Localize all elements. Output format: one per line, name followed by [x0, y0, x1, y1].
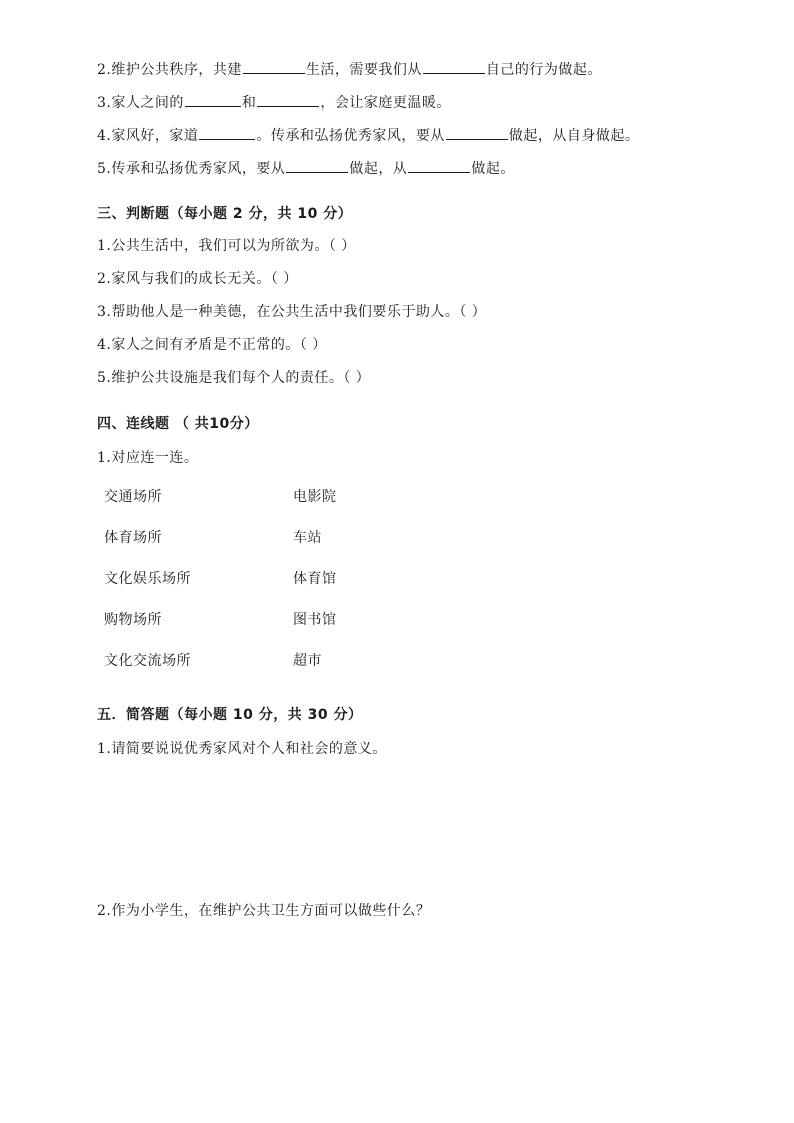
question-text: 。传承和弘扬优秀家风，要从 [256, 128, 445, 144]
question-text: 做起。 [471, 161, 515, 177]
section-heading-short-answer: 五．简答题（每小题 10 分，共 30 分） [97, 707, 363, 723]
matching-right-item[interactable]: 图书馆 [293, 612, 337, 628]
fill-blank-question-4 [97, 126, 639, 145]
answer-blank[interactable] [286, 159, 348, 173]
true-false-item: 1.公共生活中，我们可以为所欲为。（ ） [97, 238, 356, 254]
matching-left-item[interactable]: 交通场所 [104, 489, 162, 505]
matching-instruction: 1.对应连一连。 [97, 450, 199, 466]
question-text: 3.家人之间的 [97, 95, 184, 111]
matching-right-item[interactable]: 电影院 [293, 489, 337, 505]
matching-right-item[interactable]: 车站 [293, 530, 322, 546]
answer-blank[interactable] [446, 126, 508, 140]
true-false-item: 3.帮助他人是一种美德，在公共生活中我们要乐于助人。（ ） [97, 304, 487, 320]
question-text: 做起，从自身做起。 [508, 128, 640, 144]
matching-right-item[interactable]: 体育馆 [293, 571, 337, 587]
matching-right-item[interactable]: 超市 [293, 653, 322, 669]
true-false-item: 2.家风与我们的成长无关。（ ） [97, 271, 298, 287]
fill-blank-question-5 [97, 159, 515, 178]
short-answer-question-2: 2.作为小学生，在维护公共卫生方面可以做些什么？ [97, 903, 431, 919]
answer-blank[interactable] [423, 60, 485, 74]
question-text: 4.家风好，家道 [97, 128, 199, 144]
answer-blank[interactable] [243, 60, 305, 74]
matching-left-item[interactable]: 文化交流场所 [104, 653, 191, 669]
true-false-item: 5.维护公共设施是我们每个人的责任。（ ） [97, 370, 371, 386]
answer-area-2[interactable] [97, 928, 697, 1078]
question-text: 做起，从 [349, 161, 408, 177]
question-text: 和 [241, 95, 257, 111]
fill-blank-question-2 [97, 60, 602, 79]
matching-left-item[interactable]: 文化娱乐场所 [104, 571, 191, 587]
section-heading-matching: 四、连线题 （ 共10分） [97, 416, 259, 432]
question-text: 自己的行为做起。 [485, 62, 602, 78]
question-text: 5.传承和弘扬优秀家风，要从 [97, 161, 286, 177]
short-answer-question-1: 1.请简要说说优秀家风对个人和社会的意义。 [97, 741, 387, 757]
answer-blank[interactable] [257, 93, 319, 107]
question-text: 生活，需要我们从 [305, 62, 422, 78]
answer-blank[interactable] [199, 126, 255, 140]
true-false-item: 4.家人之间有矛盾是不正常的。（ ） [97, 337, 327, 353]
question-text: 2.维护公共秩序，共建 [97, 62, 242, 78]
section-heading-true-false: 三、判断题（每小题 2 分，共 10 分） [97, 206, 353, 222]
matching-left-item[interactable]: 购物场所 [104, 612, 162, 628]
answer-area-1[interactable] [97, 765, 697, 890]
matching-left-item[interactable]: 体育场所 [104, 530, 162, 546]
answer-blank[interactable] [185, 93, 241, 107]
fill-blank-question-3 [97, 93, 451, 112]
question-text: ，会让家庭更温暖。 [320, 95, 451, 111]
answer-blank[interactable] [408, 159, 470, 173]
